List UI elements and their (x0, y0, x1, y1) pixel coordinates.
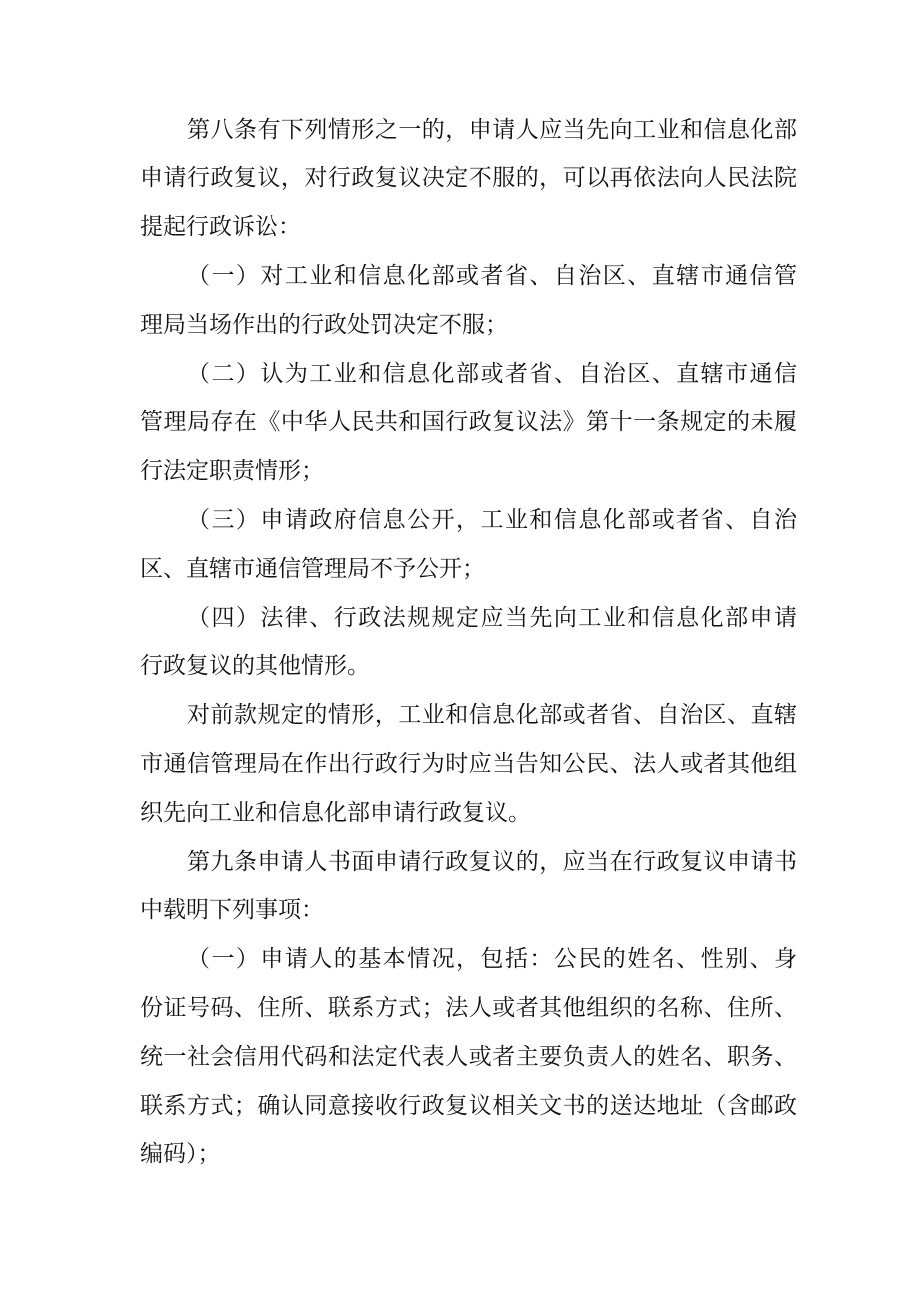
text-line: 第九条申请人书面申请行政复议的，应当在行政复议申请书 (187, 848, 797, 875)
text-line: 第八条有下列情形之一的，申请人应当先向工业和信息化部 (187, 116, 797, 143)
text-line: 行政复议的其他情形。 (140, 653, 370, 680)
text-line: 提起行政诉讼： (140, 214, 301, 241)
list-item-paragraph (140, 935, 797, 1179)
text-line: 中载明下列事项： (140, 897, 324, 924)
text-line: （四）法律、行政法规规定应当先向工业和信息化部申请 (187, 604, 797, 631)
text-line: 区、直辖市通信管理局不予公开； (140, 555, 485, 582)
text-line: 管理局存在《中华人民共和国行政复议法》第十一条规定的未履 (140, 409, 797, 436)
list-item-paragraph (140, 594, 797, 692)
text-line: （一）对工业和信息化部或者省、自治区、直辖市通信管 (187, 262, 797, 289)
text-line: 统一社会信用代码和法定代表人或者主要负责人的姓名、职务、 (140, 1043, 797, 1070)
article-8-paragraph (140, 106, 797, 252)
text-line: 份证号码、住所、联系方式；法人或者其他组织的名称、住所、 (140, 994, 797, 1021)
list-item-paragraph (140, 252, 797, 350)
text-line: （二）认为工业和信息化部或者省、自治区、直辖市通信 (187, 360, 797, 387)
text-line: 市通信管理局在作出行政行为时应当告知公民、法人或者其他组 (140, 750, 797, 777)
text-line: 联系方式；确认同意接收行政复议相关文书的送达地址（含邮政 (140, 1092, 797, 1119)
text-line: 织先向工业和信息化部申请行政复议。 (140, 799, 531, 826)
text-line: （一）申请人的基本情况，包括：公民的姓名、性别、身 (187, 946, 797, 973)
text-line: 编码）； (140, 1141, 221, 1168)
text-line: 对前款规定的情形，工业和信息化部或者省、自治区、直辖 (187, 702, 797, 729)
document-body (140, 106, 797, 1180)
text-line: 行法定职责情形； (140, 458, 324, 485)
text-line: 申请行政复议，对行政复议决定不服的，可以再依法向人民法院 (140, 165, 797, 192)
list-item-paragraph (140, 350, 797, 496)
article-9-paragraph (140, 838, 797, 936)
text-line: （三）申请政府信息公开，工业和信息化部或者省、自治 (187, 506, 797, 533)
list-item-paragraph (140, 496, 797, 594)
body-paragraph (140, 691, 797, 837)
text-line: 理局当场作出的行政处罚决定不服； (140, 311, 508, 338)
